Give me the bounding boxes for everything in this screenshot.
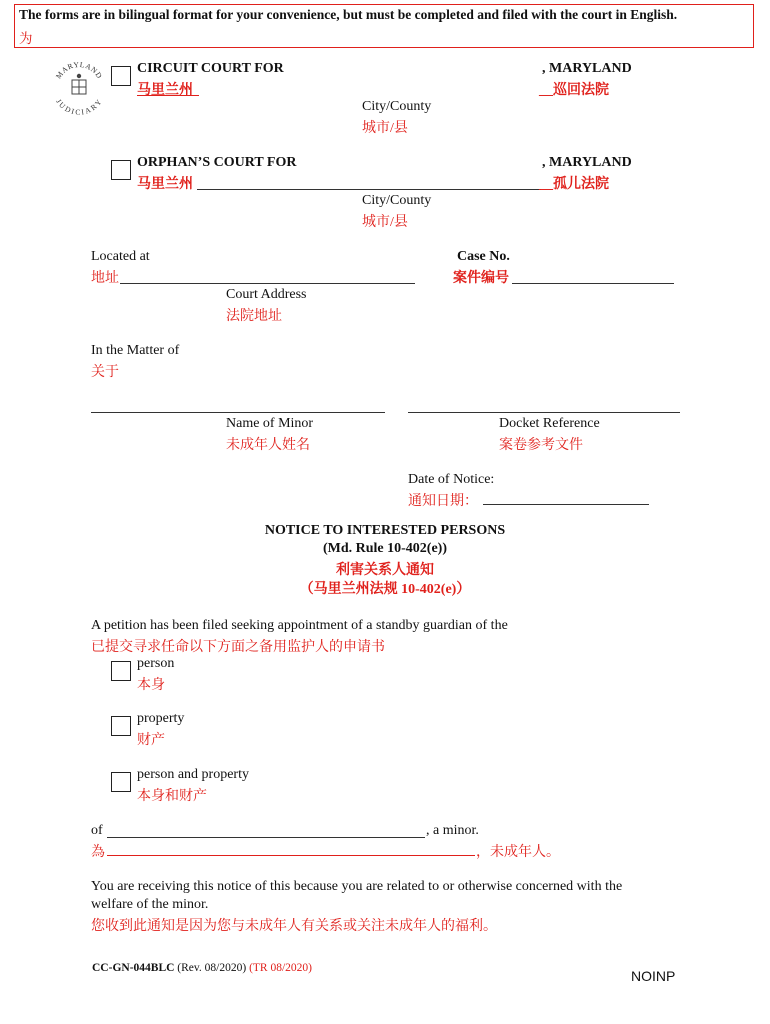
petition-text-en: A petition has been filed seeking appointment of a standby guardian of the <box>91 618 508 633</box>
bilingual-notice-banner <box>14 4 754 48</box>
option-person-label-zh: 本身 <box>137 678 165 693</box>
minor-name-inline-field-zh[interactable] <box>107 855 475 856</box>
court-address-field[interactable] <box>120 283 415 284</box>
docket-reference-caption-zh: 案卷参考文件 <box>499 438 583 453</box>
form-title-en: NOTICE TO INTERESTED PERSONS <box>264 523 506 538</box>
circuit-maryland-en: , MARYLAND <box>542 61 632 76</box>
receiving-text-en-1: You are receiving this notice of this because you are related to or otherwise concerned with the <box>91 879 623 894</box>
orphans-city-county-en: City/County <box>362 193 432 208</box>
minor-name-field[interactable] <box>91 412 385 413</box>
maryland-judiciary-seal-icon <box>50 58 108 116</box>
orphans-city-county-zh: 城市/县 <box>362 215 408 230</box>
form-code: NOINP <box>631 968 676 984</box>
option-person-and-property-label-en: person and property <box>137 767 249 782</box>
seal-bottom-text: JUDICIARY <box>54 97 104 116</box>
matter-label-zh: 关于 <box>91 365 119 380</box>
option-property-checkbox[interactable] <box>111 716 131 736</box>
of-minor-suffix-zh: ，未成年人。 <box>476 845 560 860</box>
minor-name-caption-en: Name of Minor <box>226 416 314 431</box>
docket-reference-caption-en: Docket Reference <box>499 416 600 431</box>
option-person-label-en: person <box>137 656 175 671</box>
option-property-label-zh: 财产 <box>137 733 165 748</box>
option-person-and-property-label-zh: 本身和财产 <box>137 789 207 804</box>
receiving-text-en-2: welfare of the minor. <box>91 897 209 912</box>
orphans-maryland-zh: __孤儿法院 <box>539 177 609 192</box>
date-of-notice-label-zh: 通知日期： <box>408 494 478 509</box>
banner-text-en: The forms are in bilingual format for your convenience, but must be completed and filed with the court in English. <box>19 7 678 22</box>
matter-label-en: In the Matter of <box>91 343 180 358</box>
seal-top-text: MARYLAND <box>53 59 105 81</box>
form-translation-revision: (TR 08/2020) <box>249 962 312 974</box>
circuit-court-label-en: CIRCUIT COURT FOR <box>137 61 284 76</box>
option-person-checkbox[interactable] <box>111 661 131 681</box>
minor-name-inline-field[interactable] <box>107 837 425 838</box>
minor-name-caption-zh: 未成年人姓名 <box>226 438 310 453</box>
form-footer <box>92 962 312 974</box>
orphans-court-name-field[interactable] <box>197 189 541 190</box>
case-number-label-en: Case No. <box>457 249 510 264</box>
orphans-maryland-en: , MARYLAND <box>542 155 632 170</box>
petition-text-zh: 已提交寻求任命以下方面之备用监护人的申请书 <box>91 640 385 655</box>
date-of-notice-field[interactable] <box>483 504 649 505</box>
case-number-label-zh: 案件编号 <box>453 271 509 286</box>
option-property-label-en: property <box>137 711 185 726</box>
form-rule-zh: （马里兰州法规 10-402(e)） <box>299 582 471 597</box>
orphans-court-label-zh: 马里兰州 <box>137 177 193 192</box>
date-of-notice-label-en: Date of Notice: <box>408 472 495 487</box>
circuit-court-checkbox[interactable] <box>111 66 131 86</box>
of-minor-prefix-en: of <box>91 823 103 838</box>
form-rule-en: (Md. Rule 10-402(e)) <box>322 541 448 556</box>
orphans-court-checkbox[interactable] <box>111 160 131 180</box>
court-address-caption-zh: 法院地址 <box>226 309 282 324</box>
svg-text:JUDICIARY <box>54 97 104 116</box>
form-id: CC-GN-044BLC <box>92 962 175 974</box>
located-at-label-zh: 地址 <box>91 271 119 286</box>
circuit-maryland-zh: __巡回法院 <box>539 83 609 98</box>
circuit-city-county-en: City/County <box>362 99 432 114</box>
located-at-label-en: Located at <box>91 249 150 264</box>
circuit-court-label-zh: 马里兰州 <box>137 83 193 98</box>
of-minor-suffix-en: , a minor. <box>426 823 479 838</box>
court-address-caption-en: Court Address <box>226 287 307 302</box>
receiving-text-zh: 您收到此通知是因为您与未成年人有关系或关注未成年人的福利。 <box>91 919 497 934</box>
case-number-field[interactable] <box>512 283 674 284</box>
circuit-city-county-zh: 城市/县 <box>362 121 408 136</box>
docket-reference-field[interactable] <box>408 412 680 413</box>
form-revision: (Rev. 08/2020) <box>177 962 247 974</box>
orphans-court-label-en: ORPHAN’S COURT FOR <box>137 155 297 170</box>
form-title-zh: 利害关系人通知 <box>336 563 434 578</box>
option-person-and-property-checkbox[interactable] <box>111 772 131 792</box>
of-minor-prefix-zh: 為 <box>91 845 105 860</box>
banner-text-zh: 为 <box>19 31 33 46</box>
circuit-court-underline <box>137 95 199 96</box>
